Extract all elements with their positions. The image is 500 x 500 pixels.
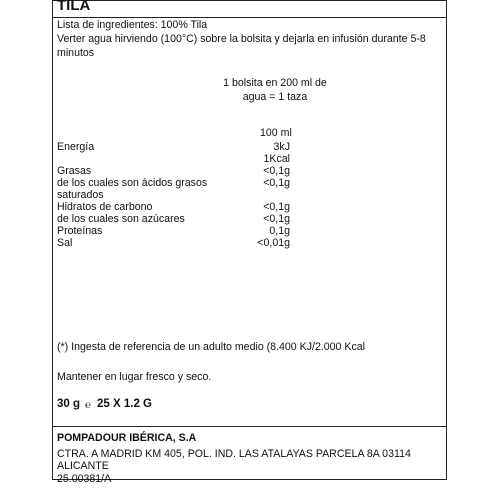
nutrition-label-salt: Sal [57,237,73,249]
nutrition-label-energy: Energía [57,141,95,153]
nutrition-value-energy-kcal: 1Kcal [263,153,290,165]
divider-company [52,426,447,427]
nutrition-label-carbs: Hidratos de carbono [57,201,153,213]
circle-e-mark-icon: ℮ [85,400,92,411]
nutrition-value-sugars: <0,1g [263,213,290,225]
company-name: POMPADOUR IBÉRICA, S.A [57,432,197,444]
serving-line-2: agua = 1 taza [242,91,308,103]
nutrition-label-sugars: de los cuales son azúcares [57,213,185,225]
nutrition-label-saturates-2: saturados [57,189,104,201]
nutrition-value-protein: 0,1g [269,225,290,237]
address-line-2: ALICANTE [57,460,109,472]
nutrition-label-protein: Proteínas [57,225,103,237]
pack-content: 25 X 1.2 G [97,398,152,410]
storage-text: Mantener en lugar fresco y seco. [57,371,212,383]
divider-title [52,17,447,18]
serving-line-1: 1 bolsita en 200 ml de [223,77,327,89]
nutrition-value-salt: <0,01g [257,237,290,249]
nutrition-value-saturates: <0,1g [263,177,290,189]
nutrition-value-energy-kj: 3kJ [273,141,290,153]
nutrition-per-header: 100 ml [260,127,292,139]
nutrition-value-carbs: <0,1g [263,201,290,213]
nutrition-label-fat: Grasas [57,165,92,177]
ingredients-text: Lista de ingredientes: 100% Tila [57,19,208,31]
address-line-1: CTRA. A MADRID KM 405, POL. IND. LAS ATALAYAS PARCELA 8A 03114 [57,448,411,460]
instructions-line-2: minutos [57,47,95,59]
nutrition-value-fat: <0,1g [263,165,290,177]
reference-note: (*) Ingesta de referencia de un adulto medio (8.400 KJ/2.000 Kcal [57,341,365,353]
nutrition-label-saturates-1: de los cuales son ácidos grasos [57,177,208,189]
registry-code: 25.00381/A [57,473,112,485]
net-weight: 30 g [57,398,81,410]
product-title: TILA [57,0,91,14]
instructions-line-1: Verter agua hirviendo (100°C) sobre la bolsita y dejarla en infusión durante 5-8 [57,33,426,45]
